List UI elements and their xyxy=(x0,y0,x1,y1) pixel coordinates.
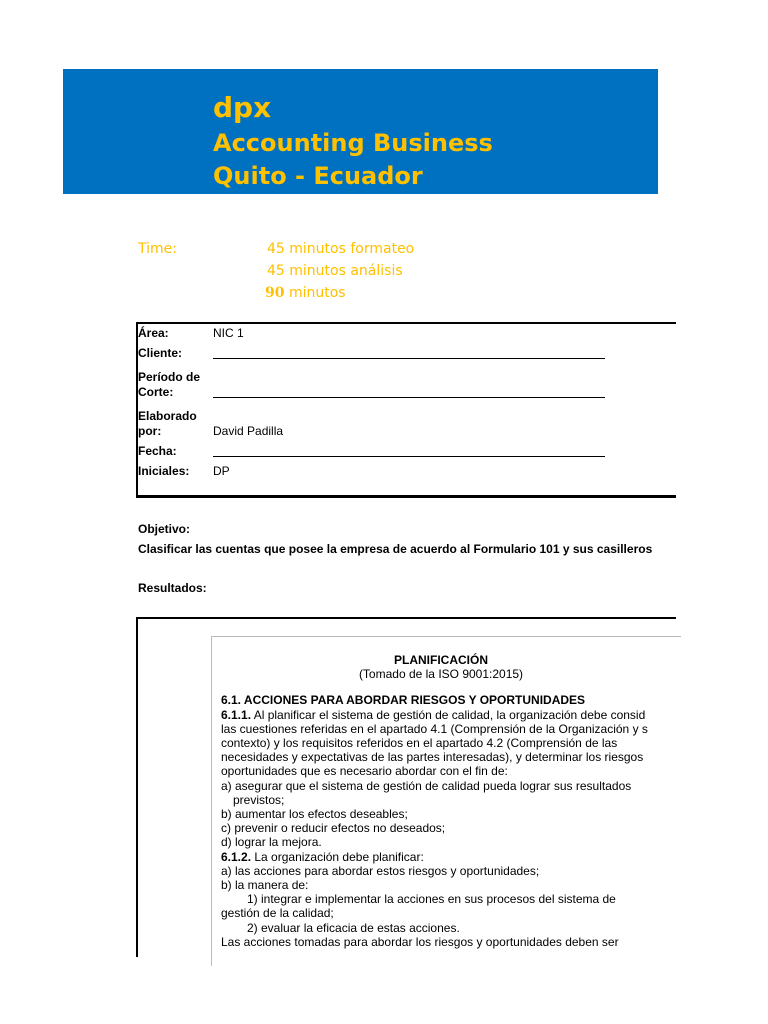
paragraph-line: oportunidades que es necesario abordar con el fin de: xyxy=(221,764,508,779)
periodo-line xyxy=(213,397,605,398)
time-description: minutos análisis xyxy=(289,263,403,279)
list-item: d) lograr la mejora. xyxy=(221,835,322,850)
time-label: Time: xyxy=(138,241,177,257)
list-item: a) asegurar que el sistema de gestión de calidad pueda lograr sus resultados xyxy=(221,778,632,793)
elaborado-label-line1: Elaborado xyxy=(138,409,197,423)
clause-number: 6.1.2. xyxy=(221,849,252,864)
iniciales-label: Iniciales: xyxy=(138,464,190,478)
time-row-total xyxy=(265,285,346,301)
objetivo-text: Clasificar las cuentas que posee la empresa de acuerdo al Formulario 101 y sus casilleros xyxy=(138,542,653,556)
time-description: minutos xyxy=(288,285,346,301)
list-item: c) prevenir o reducir efectos no deseados; xyxy=(221,821,446,836)
periodo-label-line2: Corte: xyxy=(138,385,174,399)
list-item-continuation: previstos; xyxy=(233,792,285,807)
resultados-label: Resultados: xyxy=(138,581,207,595)
paragraph-text: La organización debe planificar: xyxy=(251,849,424,864)
area-label: Área: xyxy=(138,326,169,340)
list-item: b) la manera de: xyxy=(221,878,309,893)
periodo-label-line1: Período de xyxy=(138,370,201,384)
elaborado-label-line2: por: xyxy=(138,424,162,438)
company-logo-text: dpx xyxy=(213,91,272,124)
section-heading: 6.1. ACCIONES PARA ABORDAR RIESGOS Y OPORTUNIDADES xyxy=(221,693,586,708)
objetivo-label: Objetivo: xyxy=(138,522,191,536)
time-row xyxy=(267,241,414,257)
paragraph-612 xyxy=(221,850,681,864)
fecha-line xyxy=(213,456,605,457)
time-value: 45 xyxy=(267,241,285,257)
paragraph-line: las cuestiones referidas en el apartado 4.1 (Comprensión de la Organización y s xyxy=(221,721,648,736)
paragraph-line: contexto) y los requisitos referidos en el apartado 4.2 (Comprensión de las xyxy=(221,736,618,751)
time-total-value: 90 xyxy=(265,285,285,301)
paragraph-text: Al planificar el sistema de gestión de calidad, la organización debe consid xyxy=(251,707,646,722)
fecha-label: Fecha: xyxy=(138,444,177,458)
clause-number: 6.1.1. xyxy=(221,707,252,722)
paragraph-line: Las acciones tomadas para abordar los riesgos y oportunidades deben ser xyxy=(221,934,619,949)
time-value: 45 xyxy=(267,263,285,279)
area-value: NIC 1 xyxy=(213,326,244,340)
cliente-line xyxy=(213,358,605,359)
list-item: a) las acciones para abordar estos riesgos y oportunidades; xyxy=(221,863,540,878)
time-row xyxy=(267,263,403,279)
embedded-document xyxy=(211,636,681,966)
sub-list-item-continuation: gestión de la calidad; xyxy=(221,906,334,921)
time-description: minutos formateo xyxy=(289,241,415,257)
cliente-label: Cliente: xyxy=(138,346,183,360)
sub-list-item: 1) integrar e implementar la acciones en sus procesos del sistema de xyxy=(247,892,616,907)
sub-list-item: 2) evaluar la eficacia de estas acciones. xyxy=(247,920,460,935)
header-banner xyxy=(63,69,658,194)
company-name: Accounting Business xyxy=(213,129,493,157)
iniciales-value: DP xyxy=(213,464,230,478)
document-title: PLANIFICACIÓN xyxy=(394,653,488,667)
elaborado-value: David Padilla xyxy=(213,424,284,438)
company-location: Quito - Ecuador xyxy=(213,162,423,190)
paragraph-611 xyxy=(221,708,681,722)
list-item: b) aumentar los efectos deseables; xyxy=(221,807,408,822)
document-subtitle: (Tomado de la ISO 9001:2015) xyxy=(358,667,524,682)
paragraph-line: necesidades y expectativas de las partes interesadas), y determinar los riesgos xyxy=(221,750,644,765)
